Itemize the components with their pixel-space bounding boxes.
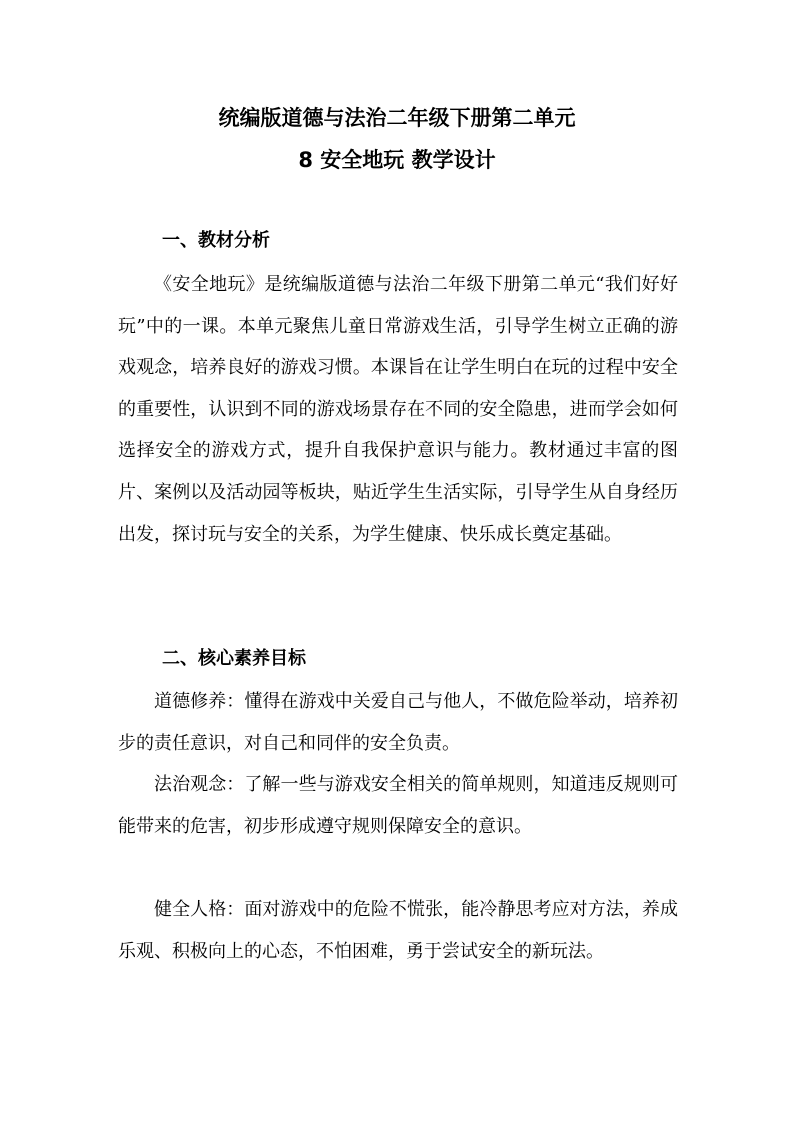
- paragraph-textbook-analysis: 《安全地玩》是统编版道德与法治二年级下册第二单元“我们好好玩”中的一课。本单元聚焦儿童日常游戏生活，引导学生树立正确的游戏观念，培养良好的游戏习惯。本课旨在让学生明白在玩的过程中安全的重要性，认识到不同的游戏场景存在不同的安全隐患，进而学会如何选择安全的游戏方式，提升自我保护意识与能力。教材通过丰富的图片、案例以及活动园等板块，贴近学生生活实际，引导学生从自身经历出发，探讨玩与安全的关系，为学生健康、快乐成长奠定基础。: [118, 274, 678, 545]
- paragraph-rule-of-law: 法治观念：了解一些与游戏安全相关的简单规则，知道违反规则可能带来的危害，初步形成遵守规则保障安全的意识。: [118, 774, 678, 837]
- paragraph-moral-cultivation: 道德修养：懂得在游戏中关爱自己与他人，不做危险举动，培养初步的责任意识，对自己和同伴的安全负责。: [118, 691, 678, 754]
- section-heading-textbook-analysis: 一、教材分析: [162, 230, 270, 251]
- document-title: 统编版道德与法治二年级下册第二单元: [218, 106, 576, 130]
- document-subtitle: 8 安全地玩 教学设计: [298, 148, 496, 172]
- section-heading-core-goals: 二、核心素养目标: [162, 648, 306, 669]
- paragraph-sound-personality: 健全人格：面对游戏中的危险不慌张，能冷静思考应对方法，养成乐观、积极向上的心态，不怕困难，勇于尝试安全的新玩法。: [118, 899, 678, 962]
